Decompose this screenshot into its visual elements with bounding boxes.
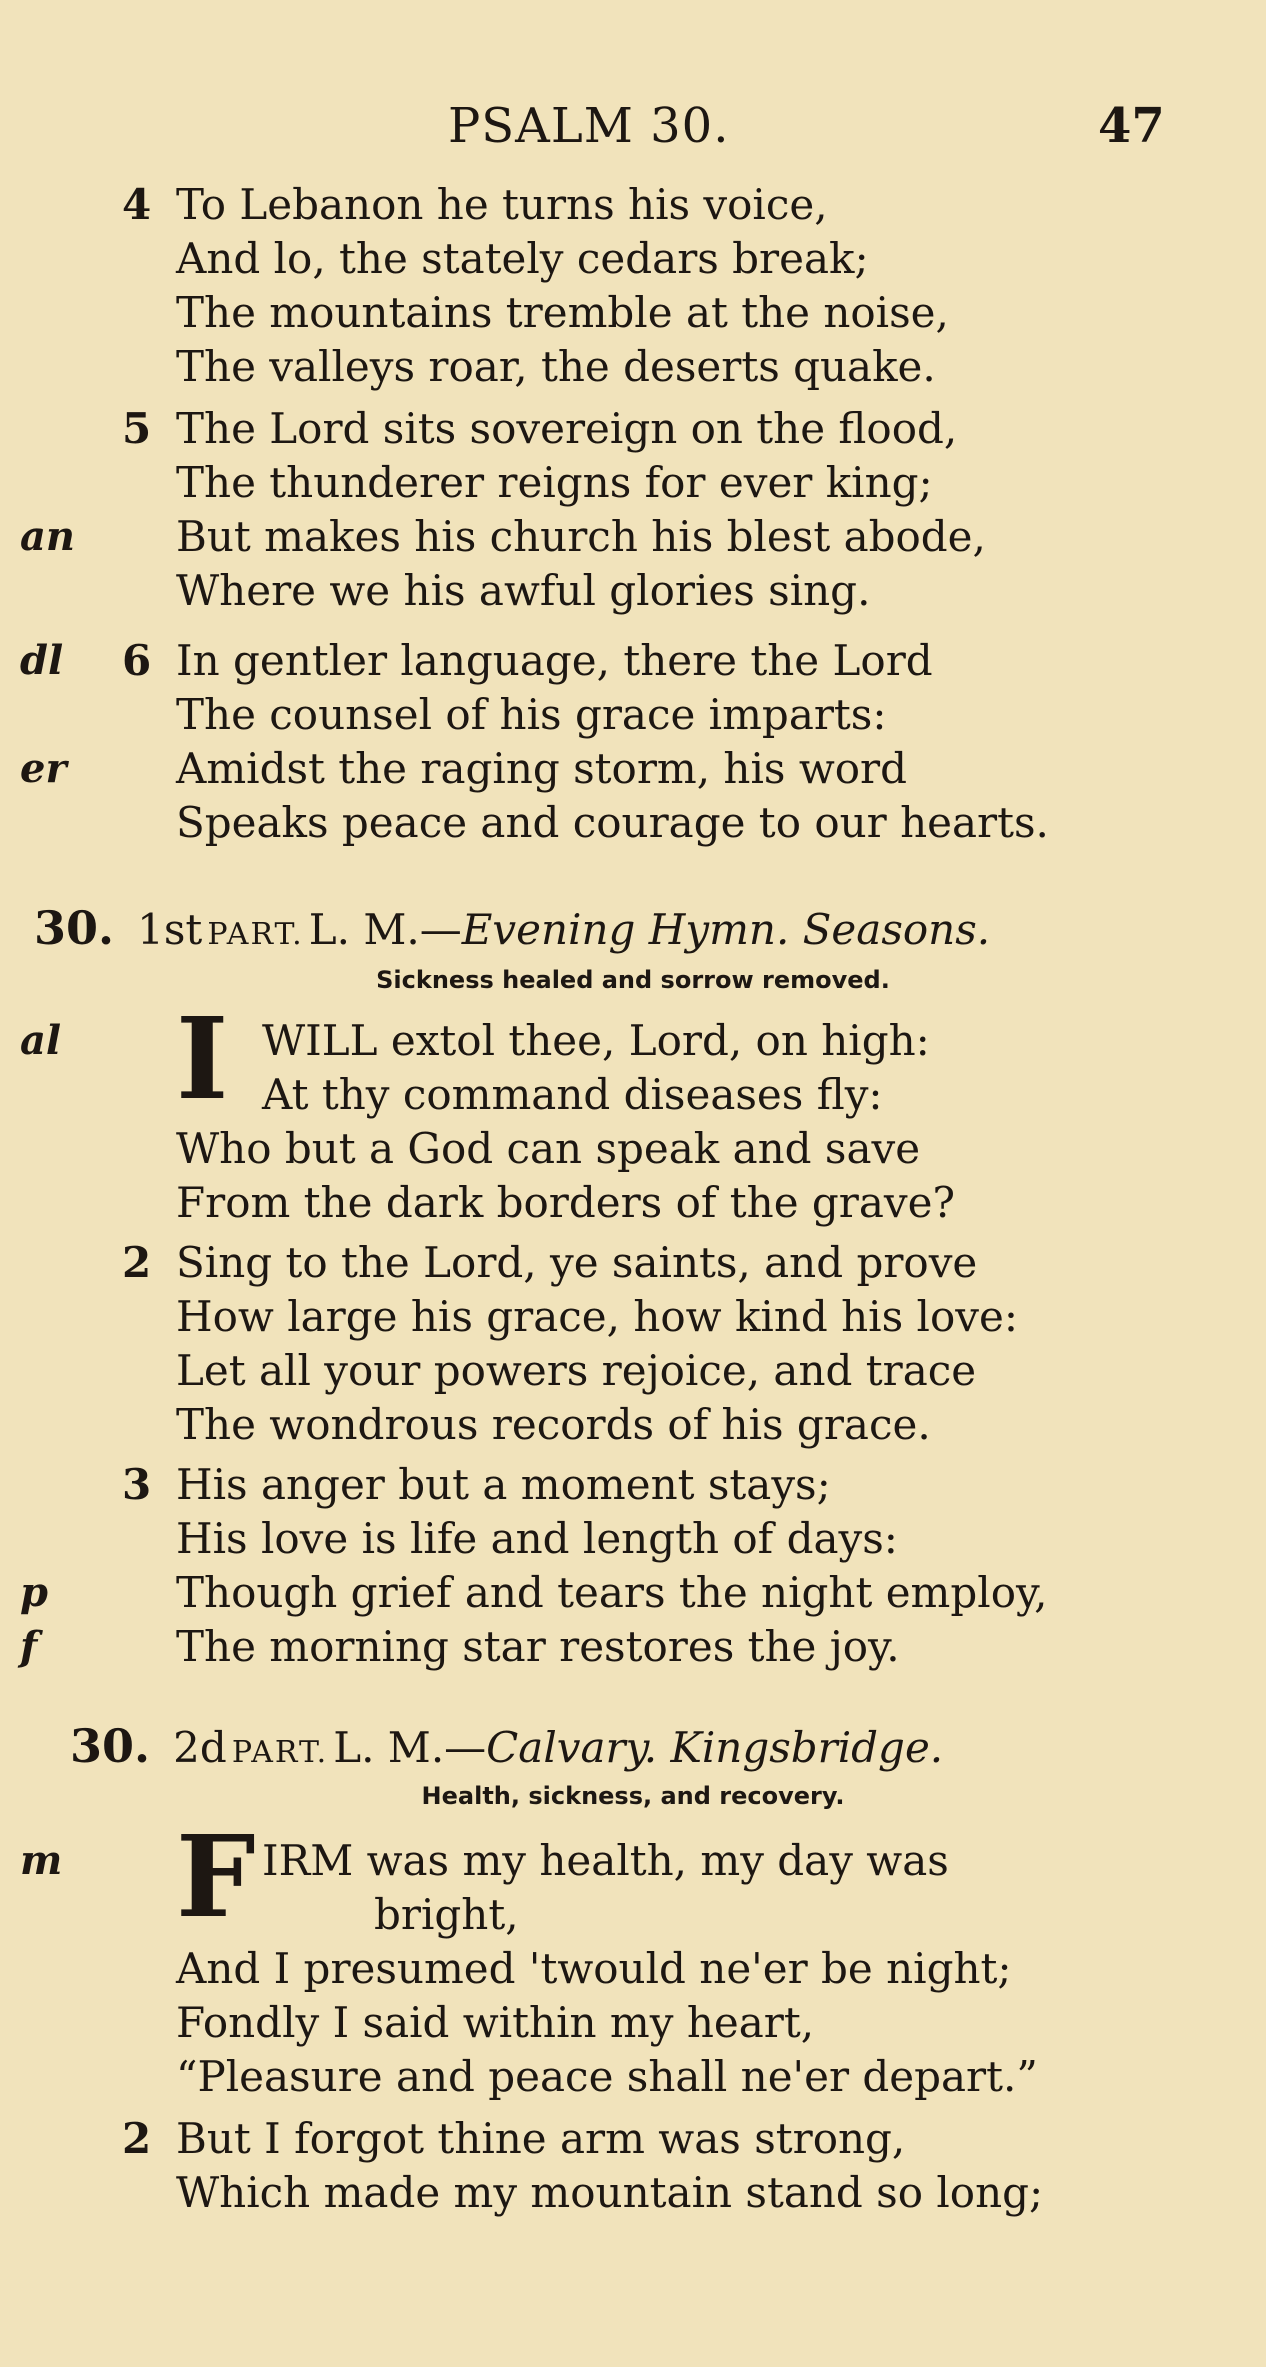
verse-line: The mountains tremble at the noise,: [176, 288, 949, 337]
margin-mark: dl: [20, 637, 64, 684]
psalm-number: 30.: [34, 901, 115, 955]
verse-number: 2: [122, 1238, 152, 1287]
verse-line: The wondrous records of his grace.: [176, 1400, 931, 1449]
verse-line: Though grief and tears the night employ,: [176, 1568, 1048, 1617]
verse-line: bright,: [374, 1890, 519, 1939]
verse-number: 4: [122, 180, 152, 229]
margin-mark: p: [20, 1569, 48, 1616]
running-title: PSALM 30.: [448, 98, 730, 154]
verse-line: WILL extol thee, Lord, on high:: [262, 1016, 930, 1065]
verse-line: Fondly I said within my heart,: [176, 1998, 815, 2047]
verse-line: The counsel of his grace imparts:: [176, 690, 887, 739]
margin-mark: er: [20, 745, 67, 792]
verse-line: From the dark borders of the grave?: [176, 1178, 956, 1227]
verse-line: Where we his awful glories sing.: [176, 566, 871, 615]
verse-line: The valleys roar, the deserts quake.: [176, 342, 936, 391]
drop-cap: F: [176, 1812, 256, 1943]
drop-cap: I: [176, 994, 229, 1125]
verse-line: “Pleasure and peace shall ne'er depart.”: [176, 2052, 1038, 2101]
margin-mark: f: [20, 1623, 38, 1670]
hymn-subtitle: Health, sickness, and recovery.: [421, 1782, 845, 1810]
hymn-subtitle: Sickness healed and sorrow removed.: [376, 966, 890, 994]
margin-mark: m: [20, 1837, 63, 1884]
page-header: [0, 98, 1266, 158]
verse-line: But makes his church his blest abode,: [176, 512, 986, 561]
verse-line: At thy command diseases fly:: [262, 1070, 883, 1119]
verse-line: Who but a God can speak and save: [176, 1124, 921, 1173]
part-heading: [34, 898, 990, 958]
part-heading: [70, 1716, 943, 1776]
verse-line: In gentler language, there the Lord: [176, 636, 933, 685]
psalm-number: 30.: [70, 1719, 151, 1773]
verse-line: Amidst the raging storm, his word: [176, 744, 908, 793]
verse-number: 2: [122, 2114, 152, 2163]
page-number: 47: [1098, 98, 1165, 154]
verse-line: Which made my mountain stand so long;: [176, 2168, 1044, 2217]
verse-line: The thunderer reigns for ever king;: [176, 458, 933, 507]
verse-line: And I presumed 'twould ne'er be night;: [176, 1944, 1012, 1993]
margin-mark: al: [20, 1017, 62, 1064]
verse-line: Speaks peace and courage to our hearts.: [176, 798, 1049, 847]
part-word: PART.: [231, 1735, 329, 1770]
part-ordinal: 1st: [137, 905, 203, 954]
verse-number: 6: [122, 636, 152, 685]
verse-line: But I forgot thine arm was strong,: [176, 2114, 906, 2163]
part-word: PART.: [207, 917, 304, 952]
margin-mark: an: [20, 513, 75, 560]
verse-line: Sing to the Lord, ye saints, and prove: [176, 1238, 978, 1287]
verse-number: 5: [122, 404, 152, 453]
tune-names: Calvary. Kingsbridge.: [486, 1723, 944, 1772]
tune-names: Evening Hymn. Seasons.: [461, 905, 991, 954]
verse-line: IRM was my health, my day was: [262, 1836, 949, 1885]
verse-line: His love is life and length of days:: [176, 1514, 898, 1563]
verse-line: Let all your powers rejoice, and trace: [176, 1346, 977, 1395]
verse-line: His anger but a moment stays;: [176, 1460, 831, 1509]
verse-line: The morning star restores the joy.: [176, 1622, 900, 1671]
part-ordinal: 2d: [173, 1723, 227, 1772]
meter: L. M.—: [308, 905, 462, 954]
verse-line: To Lebanon he turns his voice,: [176, 180, 828, 229]
meter: L. M.—: [333, 1723, 487, 1772]
verse-line: How large his grace, how kind his love:: [176, 1292, 1018, 1341]
verse-number: 3: [122, 1460, 152, 1509]
verse-line: And lo, the stately cedars break;: [176, 234, 869, 283]
verse-line: The Lord sits sovereign on the flood,: [176, 404, 958, 453]
